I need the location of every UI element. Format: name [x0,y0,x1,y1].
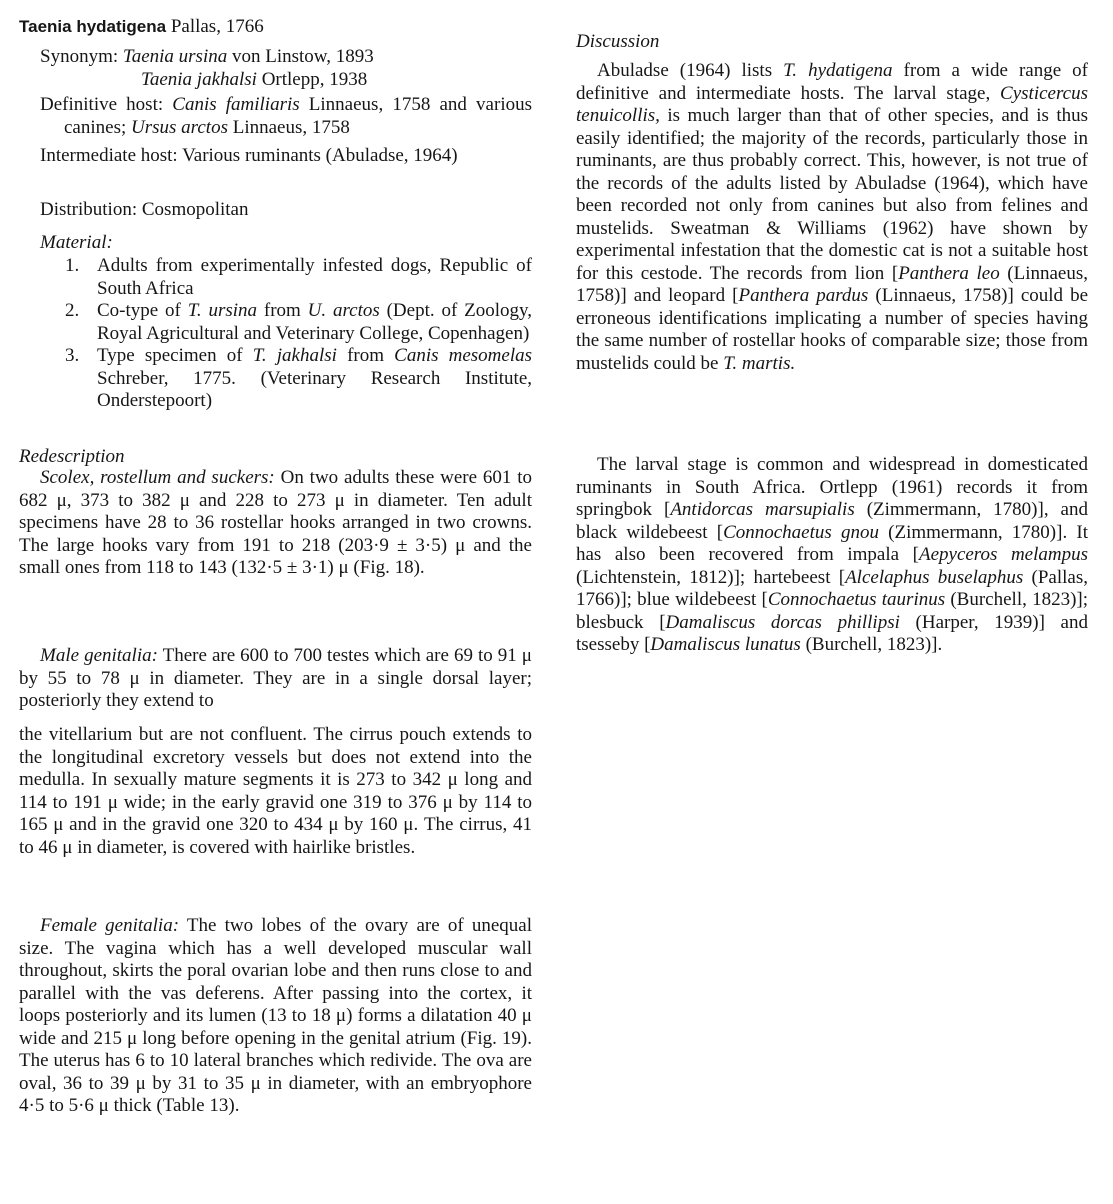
definitive-host-author-2: Linnaeus, 1758 [232,116,350,138]
material-item [19,300,532,345]
female-text: The two lobes of the ovary are of unequal size. The vagina which has a well developed muscular wall throughout, skirts the poral ovarian lobe and then runs close to and parallel with the vas deferens. After passing into the cortex, it loops posteriorly and its lumen (13 to 18 μ) forms a dilatation 40 μ wide and 215 μ long before opening in the genital atrium (Fig. 19). The uterus has 6 to 10 lateral branches which redivide. The ova are oval, 36 to 39 μ by 31 to 35 μ in diameter, with an embryophore 4·5 to 5·6 μ thick (Table 13). [19,915,532,1116]
synonym-species-2: Taenia jakhalsi [141,68,257,90]
material-item-text: Co-type of [97,300,181,321]
material-item-text: from [347,345,385,366]
discussion-species: Antidorcas marsupialis [670,499,855,520]
discussion-species: T. martis. [723,352,796,374]
definitive-host [19,94,532,139]
discussion-text: (Lichtenstein, 1812)]; hartebeest [ [576,566,846,588]
material-item-species: T. ursina [187,300,258,321]
discussion-species: Alcelaphus buselaphus [845,566,1024,588]
synonym-label: Synonym: [40,46,119,67]
intermediate-host-text: Various ruminants (Abuladse, 1964) [182,145,458,166]
material-item-text: (Dept. of Zoology, Royal Agricultural and Veterinary College, Copenhagen) [97,300,533,344]
redescription-heading: Redescription [19,446,125,467]
discussion-text: (Harper, 1939)] and tsesseby [ [576,611,1088,655]
material-item-text: from [263,300,301,321]
discussion-species: Panthera leo [898,262,1000,284]
material-item [19,255,532,300]
scolex-paragraph [19,467,532,580]
species-author: Pallas, 1766 [170,16,264,37]
material-item-number: 2. [65,300,80,321]
discussion-text: (Linnaeus, 1758)] and leopard [ [576,262,1088,306]
discussion-text: from a wide range of definitive and intermediate hosts. The larval stage, [576,60,1088,104]
distribution-label: Distribution: [40,199,138,220]
material-item-number: 3. [65,345,80,366]
material-item-species: Canis mesomelas [394,345,533,366]
discussion-text: (Pallas, 1766)]; blue wildebeest [ [576,566,1088,610]
synonym-author-1: von Linstow, 1893 [231,46,374,67]
material-heading: Material: [40,232,113,253]
intermediate-host-label: Intermediate host: [40,145,178,166]
definitive-host-author-1: Linnaeus, 1758 [308,94,431,115]
species-title [19,16,264,39]
discussion-heading: Discussion [576,31,660,52]
material-item-number: 1. [65,255,80,276]
discussion-paragraph-1 [576,60,1088,375]
intermediate-host [19,145,532,168]
definitive-host-species-1: Canis familiaris [172,94,300,115]
material-item-text: Schreber, 1775. (Veterinary Research Institute, Onderstepoort) [97,367,532,411]
male-text: There are 600 to 700 testes which are 69 to 91 μ by 55 to 78 μ in diameter. They are in a single dorsal layer; posteriorly they extend to [19,645,532,711]
discussion-paragraph-2 [576,454,1088,657]
distribution-text: Cosmopolitan [141,199,249,220]
discussion-text: (Zimmermann, 1780)], and black wildebeest [ [576,499,1088,543]
material-item-text: Type specimen of [97,345,243,366]
discussion-text: is much larger than that of other species, and is thus easily identified; the majority of the records, particularly those in ruminants, are thus probably correct. This, however, is not true of the records of the adults listed by Abuladse (1964), which have been recorded not only from canines but also from felines and mustelids. Sweatman & Williams (1962) have shown by experimental infestation that the domestic cat is not a suitable host for this cestode. The records from lion [ [576,105,1088,284]
discussion-species: Cysticercus tenuicollis, [576,82,1088,126]
discussion-text: The larval stage is common and widespread in domesticated ruminants in South Africa. Ortlepp (1961) records it from springbok [ [576,454,1088,520]
definitive-host-label: Definitive host: [40,94,164,115]
discussion-text: Abuladse (1964) lists [597,60,773,81]
male-continued-paragraph: the vitellarium but are not confluent. The cirrus pouch extends to the longitudinal excretory vessels but does not extend into the medulla. In sexually mature segments it is 273 to 342 μ long and 114 to 191 μ wide; in the early gravid one 319 to 376 μ by 114 to 165 μ and in the gravid one 320 to 434 μ by 160 μ. The cirrus, 41 to 46 μ in diameter, is covered with hairlike bristles. [19,724,532,858]
material-list [19,255,532,413]
discussion-species: Aepyceros melampus [918,544,1088,565]
material-item [19,345,532,413]
discussion-text: (Burchell, 1823)]; blesbuck [ [576,589,1089,633]
discussion-text: (Burchell, 1823)]. [805,634,943,655]
male-heading: Male genitalia: [40,645,158,666]
discussion-text: (Linnaeus, 1758)] could be erroneous identifications implicating a number of species having the same number of rostellar hooks of comparable size; those from mustelids could be [576,285,1089,374]
discussion-species: T. hydatigena [783,60,893,81]
discussion-species: Panthera pardus [738,285,869,306]
discussion-text: (Zimmermann, 1780)]. It has also been recovered from impala [ [576,521,1088,565]
definitive-host-mid: and various canines; [64,94,532,138]
discussion-species: Damaliscus dorcas phillipsi [665,611,900,633]
material-item-text: Adults from experimentally infested dogs, Republic of South Africa [97,255,532,299]
definitive-host-species-2: Ursus arctos [131,116,228,138]
synonym-block [19,46,532,91]
discussion-species: Connochaetus taurinus [767,589,946,610]
material-item-species: T. jakhalsi [252,345,337,366]
female-heading: Female genitalia: [40,915,180,936]
distribution [19,199,532,222]
material-item-species: U. arctos [307,300,380,321]
scolex-text: On two adults these were 601 to 682 μ, 373 to 382 μ and 228 to 273 μ in diameter. Ten adult specimens have 28 to 36 rostellar hooks arranged in two crowns. The large hooks vary from 191 to 218 (203·9 ± 3·5) μ and the small ones from 118 to 143 (132·5 ± 3·1) μ (Fig. 18). [19,467,532,578]
discussion-species: Connochaetus gnou [723,521,879,543]
scolex-heading: Scolex, rostellum and suckers: [40,467,275,488]
female-paragraph [19,915,532,1118]
synonym-species-1: Taenia ursina [122,46,228,67]
discussion-species: Damaliscus lunatus [650,634,801,655]
male-paragraph [19,645,532,713]
species-name: Taenia hydatigena [19,17,167,36]
synonym-author-2: Ortlepp, 1938 [261,68,368,90]
